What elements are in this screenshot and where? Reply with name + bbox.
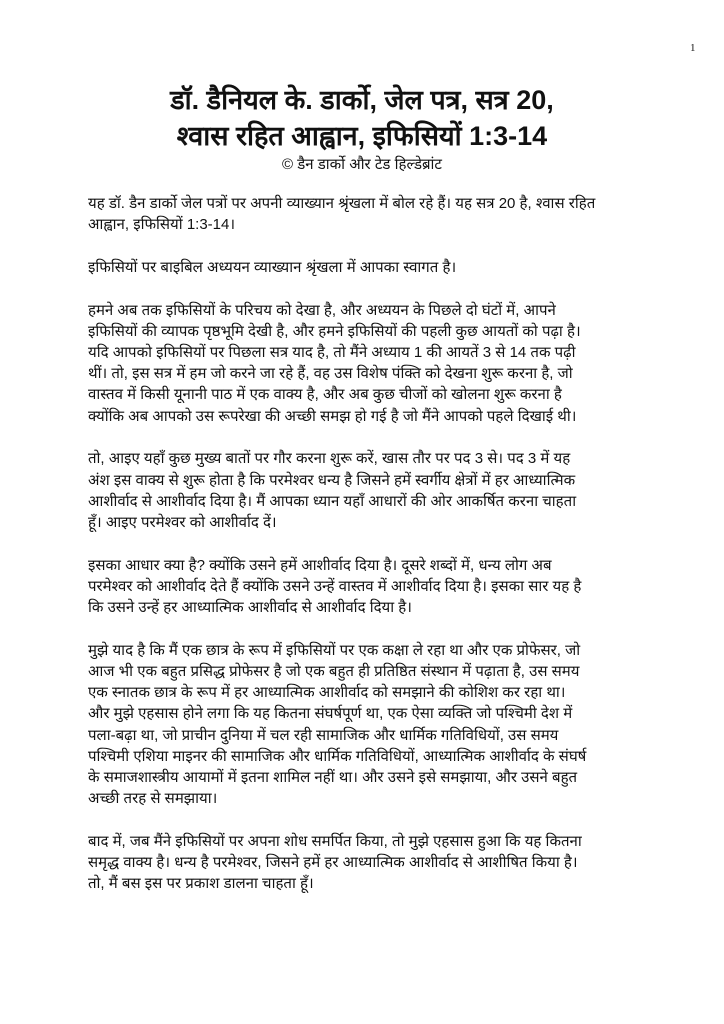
paragraph: [88, 300, 648, 427]
text-line: वास्तव में किसी यूनानी पाठ में एक वाक्य है, और अब कुछ चीजों को खोलना शुरू करना है: [88, 386, 562, 404]
paragraph: [88, 257, 648, 278]
paragraph: [88, 831, 648, 895]
copyright-line: © डैन डार्को और टेड हिल्डेब्रांट: [281, 156, 442, 173]
text-line: समृद्ध वाक्य है। धन्य है परमेश्वर, जिसने हमें हर आध्यात्मिक आशीर्वाद से आशीषित किया है।: [88, 854, 578, 872]
text-line: पला-बढ़ा था, जो प्राचीन दुनिया में चल रही सामाजिक और धार्मिक गतिविधियों, उस समय: [88, 726, 559, 744]
text-line: परमेश्वर को आशीर्वाद देते हैं क्योंकि उसने उन्हें वास्तव में आशीर्वाद दिया है। इसका सार यह है: [88, 577, 582, 595]
text-line: आज भी एक बहुत प्रसिद्ध प्रोफेसर है जो एक बहुत ही प्रतिष्ठित संस्थान में पढ़ाता है, उस समय: [88, 662, 580, 680]
text-line: यह डॉ. डैन डार्को जेल पत्रों पर अपनी व्याख्यान श्रृंखला में बोल रहे हैं। यह सत्र 20 है, श्वास रहित: [88, 195, 596, 212]
text-line: और मुझे एहसास होने लगा कि यह कितना संघर्षपूर्ण था, एक ऐसा व्यक्ति जो पश्चिमी देश में: [88, 705, 573, 723]
paragraph: [88, 193, 648, 235]
text-line: थीं। तो, इस सत्र में हम जो करने जा रहे हैं, वह उस विशेष पंक्ति को देखना शुरू करना है, जो: [88, 365, 573, 383]
text-line: एक स्नातक छात्र के रूप में हर आध्यात्मिक आशीर्वाद को समझाने की कोशिश कर रहा था।: [88, 684, 566, 702]
text-line: इसका आधार क्या है? क्योंकि उसने हमें आशीर्वाद दिया है। दूसरे शब्दों में, धन्य लोग अब: [88, 556, 552, 574]
text-line: हूँ। आइए परमेश्वर को आशीर्वाद दें।: [88, 513, 277, 531]
text-line: अच्छी तरह से समझाया।: [88, 790, 218, 808]
text-line: तो, आइए यहाँ कुछ मुख्य बातों पर गौर करना शुरू करें, खास तौर पर पद 3 से। पद 3 में यह: [88, 450, 571, 468]
text-line: तो, मैं बस इस पर प्रकाश डालना चाहता हूँ।: [88, 875, 314, 893]
text-line: इफिसियों की व्यापक पृष्ठभूमि देखी है, और हमने इफिसियों की पहली कुछ आयतों को पढ़ा है।: [88, 322, 581, 340]
text-line: के समाजशास्त्रीय आयामों में इतना शामिल नहीं था। और उसने इसे समझाया, और उसने बहुत: [88, 768, 578, 786]
paragraph: [88, 448, 648, 533]
text-line: पश्चिमी एशिया माइनर की सामाजिक और धार्मिक गतिविधियों, आध्यात्मिक आशीर्वाद के संघर्ष: [88, 747, 587, 765]
text-line: इफिसियों पर बाइबिल अध्ययन व्याख्यान श्रृंखला में आपका स्वागत है।: [88, 258, 457, 276]
text-line: बाद में, जब मैंने इफिसियों पर अपना शोध समर्पित किया, तो मुझे एहसास हुआ कि यह कितना: [88, 832, 582, 850]
text-line: क्योंकि अब आपको उस रूपरेखा की अच्छी समझ हो गई है जो मैंने आपको पहले दिखाई थी।: [88, 407, 577, 425]
text-line: यदि आपको इफिसियों पर पिछला सत्र याद है, तो मैंने अध्याय 1 की आयतें 3 से 14 तक पढ़ी: [88, 344, 576, 362]
paragraph: [88, 555, 648, 619]
text-line: हमने अब तक इफिसियों के परिचय को देखा है, और अध्ययन के पिछले दो घंटों में, आपने: [88, 301, 556, 319]
document-body: [88, 193, 648, 916]
document-title: [0, 82, 724, 154]
text-line: आशीर्वाद से आशीर्वाद दिया है। मैं आपका ध्यान यहाँ आधारों की ओर आकर्षित करना चाहता: [88, 492, 577, 510]
paragraph: [88, 640, 648, 810]
text-line: कि उसने उन्हें हर आध्यात्मिक आशीर्वाद से आशीर्वाद दिया है।: [88, 599, 412, 617]
title-line: श्वास रहित आह्वान, इफिसियों 1:3-14: [176, 121, 548, 151]
text-line: मुझे याद है कि मैं एक छात्र के रूप में इफिसियों पर एक कक्षा ले रहा था और एक प्रोफेसर, जो: [88, 641, 581, 659]
title-line: डॉ. डैनियल के. डार्को, जेल पत्र, सत्र 20,: [170, 85, 554, 115]
text-line: आह्वान, इफिसियों 1:3-14।: [88, 216, 236, 234]
text-line: अंश इस वाक्य से शुरू होता है कि परमेश्वर धन्य है जिसने हमें स्वर्गीय क्षेत्रों में हर आध्यात्मिक: [88, 471, 576, 489]
page-number: 1: [690, 42, 696, 54]
